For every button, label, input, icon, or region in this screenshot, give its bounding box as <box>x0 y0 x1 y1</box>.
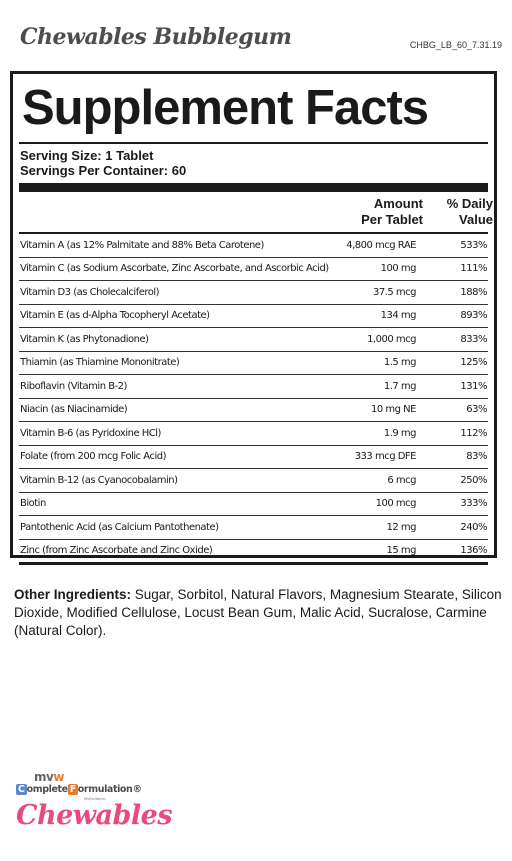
nutrient-name: Zinc (from Zinc Ascorbate and Zinc Oxide) <box>20 545 213 557</box>
nutrient-daily-value: 125% <box>460 357 487 369</box>
other-ingredients-label: Other Ingredients: <box>14 587 132 602</box>
cf-omplete: omplete <box>26 784 68 795</box>
product-name: Chewables Bubblegum <box>20 24 292 50</box>
table-row <box>19 375 488 399</box>
mvw-logo <box>34 770 64 784</box>
daily-value-column-header <box>433 196 493 228</box>
cf-ormulation: ormulation <box>77 784 133 795</box>
nutrient-daily-value: 83% <box>466 451 487 463</box>
nutrient-name: Vitamin E (as d-Alpha Tocopheryl Acetate) <box>20 310 210 322</box>
nutrient-table <box>19 234 488 565</box>
title-rule <box>19 142 488 144</box>
nutrient-daily-value: 893% <box>460 310 487 322</box>
table-row <box>19 234 488 258</box>
nutrient-name: Vitamin A (as 12% Palmitate and 88% Beta Carotene) <box>20 239 264 251</box>
dv-header-line-1: % Daily <box>446 196 493 211</box>
mvw-letter-m: m <box>34 770 47 784</box>
nutrient-name: Niacin (as Niacinamide) <box>20 404 128 416</box>
nutrient-amount: 100 mcg <box>375 498 416 510</box>
nutrient-name: Vitamin B-6 (as Pyridoxine HCl) <box>20 427 161 439</box>
nutrient-amount: 1,000 mcg <box>367 333 416 345</box>
nutrient-daily-value: 240% <box>460 521 487 533</box>
table-row <box>19 258 488 282</box>
nutrient-amount: 10 mg NE <box>371 404 416 416</box>
nutrient-amount: 100 mg <box>380 263 416 275</box>
nutrient-daily-value: 112% <box>460 427 487 439</box>
other-ingredients <box>14 586 506 640</box>
table-row <box>19 469 488 493</box>
nutrient-name: Riboflavin (Vitamin B-2) <box>20 380 127 392</box>
mvw-letter-w: w <box>53 770 64 784</box>
table-row <box>19 493 488 517</box>
servings-per-container: Servings Per Container: 60 <box>20 163 187 178</box>
other-ingredients-text: Sugar, Sorbitol, Natural Flavors, Magnesium Stearate, Silicon Dioxide, Modified Cellulose, Locust Bean Gum, Malic Acid, Sucralose, Carmine (Natural Color). <box>14 587 502 638</box>
header-bar <box>19 183 488 192</box>
table-row <box>19 328 488 352</box>
nutrient-amount: 1.5 mg <box>383 357 416 369</box>
nutrient-amount: 37.5 mcg <box>372 286 416 298</box>
table-row <box>19 422 488 446</box>
table-row <box>19 516 488 540</box>
nutrient-amount: 4,800 mcg RAE <box>346 239 416 251</box>
nutrient-amount: 134 mg <box>380 310 416 322</box>
nutrient-name: Vitamin B-12 (as Cyanocobalamin) <box>20 474 178 486</box>
chewables-wordmark: Chewables <box>16 800 173 831</box>
nutrient-name: Pantothenic Acid (as Calcium Pantothenate) <box>20 521 219 533</box>
nutrient-amount: 12 mg <box>386 521 416 533</box>
nutrient-name: Vitamin C (as Sodium Ascorbate, Zinc Ascorbate, and Ascorbic Acid) <box>20 263 329 275</box>
nutrient-name: Vitamin K (as Phytonadione) <box>20 333 149 345</box>
nutrient-amount: 1.7 mg <box>383 380 416 392</box>
mvw-letter-v: v <box>46 770 54 784</box>
table-row <box>19 540 488 566</box>
cf-box-f: F <box>69 784 76 795</box>
nutrient-daily-value: 333% <box>460 498 487 510</box>
nutrient-daily-value: 833% <box>460 333 487 345</box>
nutrient-amount: 15 mg <box>386 545 416 557</box>
label-code: CHBG_LB_60_7.31.19 <box>409 40 502 50</box>
nutrient-daily-value: 63% <box>466 404 487 416</box>
nutrient-name: Biotin <box>20 498 46 510</box>
nutrient-name: Folate (from 200 mcg Folic Acid) <box>20 451 166 463</box>
nutrient-amount: 1.9 mg <box>383 427 416 439</box>
cf-subtitle: Multivitamin <box>84 797 106 801</box>
nutrient-daily-value: 111% <box>460 263 487 275</box>
nutrient-daily-value: 131% <box>460 380 487 392</box>
table-row <box>19 305 488 329</box>
nutrient-amount: 6 mcg <box>387 474 416 486</box>
nutrient-amount: 333 mcg DFE <box>354 451 416 463</box>
table-row <box>19 352 488 376</box>
nutrient-name: Vitamin D3 (as Cholecalciferol) <box>20 286 160 298</box>
cf-box-c: C <box>18 784 25 795</box>
dv-header-line-2: Value <box>459 212 493 227</box>
table-row <box>19 399 488 423</box>
serving-info <box>20 148 186 178</box>
table-row <box>19 446 488 470</box>
complete-formulation-logo <box>16 784 142 795</box>
amount-header-line-2: Per Tablet <box>361 212 423 227</box>
nutrient-daily-value: 188% <box>460 286 487 298</box>
nutrient-name: Thiamin (as Thiamine Mononitrate) <box>20 357 180 369</box>
supplement-facts-panel <box>10 71 497 558</box>
supplement-facts-title: Supplement Facts <box>22 81 429 135</box>
nutrient-daily-value: 533% <box>460 239 487 251</box>
amount-column-header <box>323 196 423 228</box>
nutrient-daily-value: 136% <box>460 545 487 557</box>
nutrient-daily-value: 250% <box>460 474 487 486</box>
cf-registered-mark: ® <box>132 784 142 795</box>
serving-size: Serving Size: 1 Tablet <box>20 148 154 163</box>
amount-header-line-1: Amount <box>373 196 423 211</box>
table-row <box>19 281 488 305</box>
